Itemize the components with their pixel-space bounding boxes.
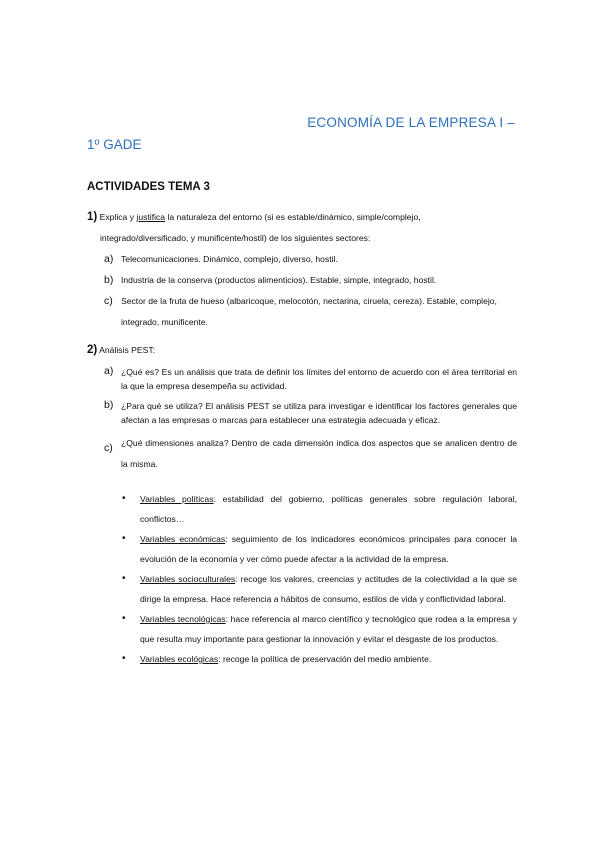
bullet-icon: • bbox=[122, 493, 126, 504]
item-text: Sector de la fruta de hueso (albaricoque, melocotón, nectarina, ciruela, cereza). Estable, complejo, integrado, munificente. bbox=[121, 296, 497, 327]
item-letter: c) bbox=[104, 442, 113, 454]
list-item bbox=[87, 569, 517, 609]
question-1-statement bbox=[87, 207, 517, 228]
bullet-icon: • bbox=[122, 573, 126, 584]
variable-label: Variables socioculturales bbox=[140, 574, 236, 584]
list-item bbox=[87, 270, 517, 291]
item-letter: a) bbox=[104, 253, 114, 265]
bullet-icon: • bbox=[122, 653, 126, 664]
variable-text: : seguimiento de los indicadores económicos principales para conocer la evolución de la economía y ver cómo puede afectar a la actividad de la empresa. bbox=[140, 534, 518, 564]
question-1-text-underlined: justifica bbox=[136, 212, 166, 222]
variable-label: Variables económicas bbox=[140, 534, 226, 544]
question-2-text: Análisis PEST: bbox=[99, 345, 156, 355]
question-1 bbox=[87, 207, 517, 333]
item-text: ¿Qué es? Es un análisis que trata de definir los límites del entorno de acuerdo con el área territorial en la que la empresa desempeña su actividad. bbox=[121, 367, 517, 391]
list-item bbox=[87, 291, 517, 333]
variable-label: Variables ecológicas bbox=[140, 654, 219, 664]
list-item bbox=[87, 649, 517, 669]
variable-text: : estabilidad del gobierno, políticas generales sobre regulación laboral, conflictos… bbox=[140, 494, 517, 524]
item-letter: a) bbox=[104, 365, 114, 377]
variable-text: : recoge los valores, creencias y actitudes de la colectividad a la que se dirige la empresa. Hace referencia a hábitos de consumo, estilos de vida y conflictividad laboral. bbox=[140, 574, 517, 604]
variable-label: Variables tecnológicas bbox=[140, 614, 226, 624]
bullet-icon: • bbox=[122, 533, 126, 544]
list-item bbox=[87, 249, 517, 270]
header-group: 1º GADE bbox=[87, 137, 142, 152]
variable-text: : hace referencia al marco científico y tecnológico que rodea a la empresa y que resulta muy importante para gestionar la innovación y evitar el desgaste de los productos. bbox=[140, 614, 517, 644]
question-1-text-pre: Explica y bbox=[99, 212, 137, 222]
item-text: Industria de la conserva (productos alimenticios). Estable, simple, integrado, hostil. bbox=[121, 275, 437, 285]
question-2-statement bbox=[87, 340, 517, 361]
question-1-text-post: la naturaleza del entorno (si es estable/dinámico, simple/complejo, bbox=[165, 212, 421, 222]
question-2-items bbox=[87, 365, 517, 475]
question-1-text-cont: integrado/diversificado, y munificente/hostil) de los siguientes sectores: bbox=[100, 233, 371, 243]
item-text: Telecomunicaciones. Dinámico, complejo, diverso, hostil. bbox=[121, 254, 338, 264]
question-1-items bbox=[87, 249, 517, 333]
list-item bbox=[87, 365, 517, 393]
list-item bbox=[87, 529, 517, 569]
item-letter: b) bbox=[104, 274, 114, 286]
variable-label: Variables políticas bbox=[140, 494, 214, 504]
list-item bbox=[87, 399, 517, 427]
item-text: ¿Para qué se utiliza? El análisis PEST se utiliza para investigar e identificar los factores generales que afectan a las empresas o marcas para establecer una estrategia adecuada y eficaz. bbox=[121, 401, 517, 425]
list-item bbox=[87, 489, 517, 529]
item-text: ¿Qué dimensiones analiza? Dentro de cada dimensión indica dos aspectos que se analicen dentro de la misma. bbox=[121, 438, 517, 469]
variable-text: : recoge la política de preservación del medio ambiente. bbox=[218, 654, 432, 664]
page-title: ACTIVIDADES TEMA 3 bbox=[87, 181, 210, 193]
question-1-number: 1) bbox=[87, 211, 98, 223]
list-item bbox=[87, 433, 517, 475]
header-course: ECONOMÍA DE LA EMPRESA I – bbox=[307, 115, 515, 130]
item-letter: b) bbox=[104, 399, 114, 411]
item-letter: c) bbox=[104, 295, 113, 307]
question-2-number: 2) bbox=[87, 344, 98, 356]
list-item bbox=[87, 609, 517, 649]
question-2 bbox=[87, 340, 517, 669]
pest-variables-list bbox=[87, 489, 517, 669]
bullet-icon: • bbox=[122, 613, 126, 624]
